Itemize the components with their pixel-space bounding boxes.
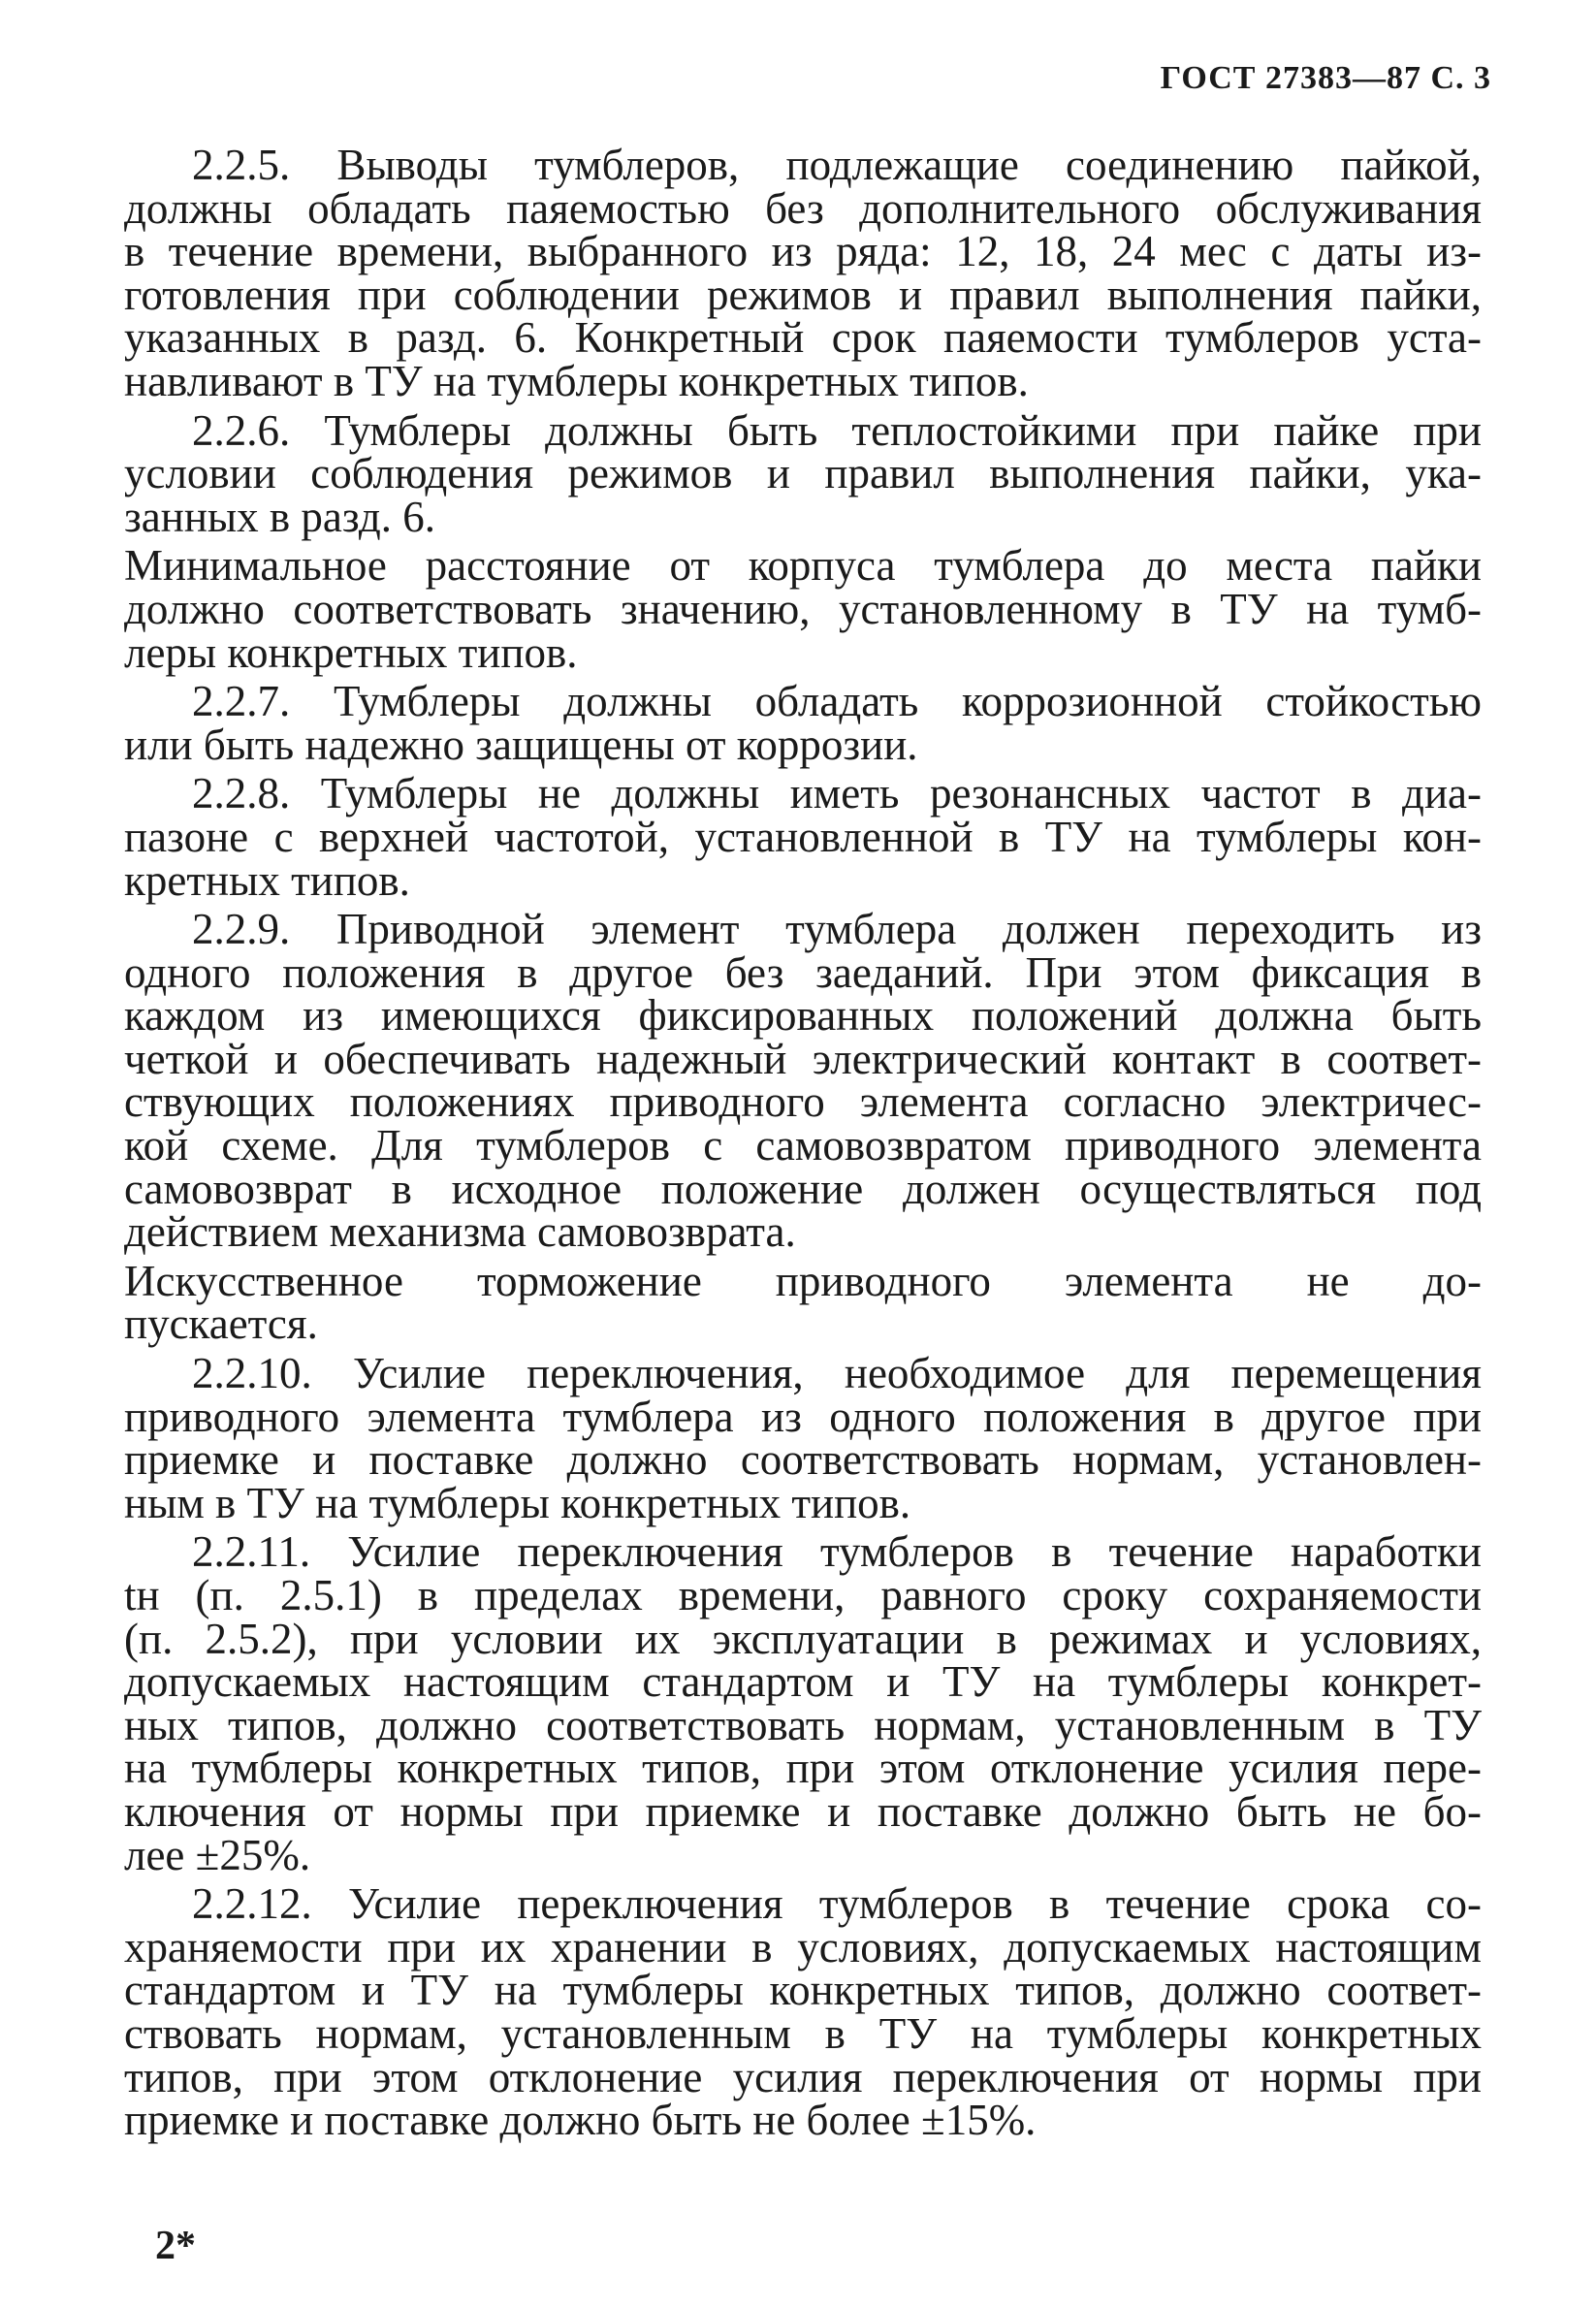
text-line: Искусственное торможение приводного элемента не до- xyxy=(124,1256,1482,1305)
text-line: приемке и поставке должно быть не более ±15%. xyxy=(124,2096,1037,2145)
text-line: леры конкретных типов. xyxy=(124,627,578,677)
text-line: 2.2.8. Тумблеры не должны иметь резонансных частот в диа- xyxy=(192,769,1482,818)
text-line: храняемости при их хранении в условиях, допускаемых настоящим xyxy=(124,1922,1482,1971)
text-line: указанных в разд. 6. Конкретный срок паяемости тумблеров уста- xyxy=(124,313,1482,363)
text-line: каждом из имеющихся фиксированных положений должна быть xyxy=(124,991,1482,1041)
text-line: действием механизма самовозврата. xyxy=(124,1207,796,1257)
text-line: одного положения в другое без заеданий. При этом фиксация в xyxy=(124,947,1482,997)
text-line: стандартом и ТУ на тумблеры конкретных типов, должно соответ- xyxy=(124,1966,1482,2015)
text-line: 2.2.11. Усилие переключения тумблеров в течение наработки xyxy=(192,1527,1482,1577)
text-line: ключения от нормы при приемке и поставке должно быть не бо- xyxy=(124,1786,1482,1836)
text-line: Минимальное расстояние от корпуса тумблера до места пайки xyxy=(124,541,1482,591)
text-line: должно соответствовать значению, установленному в ТУ на тумб- xyxy=(124,584,1482,633)
paragraph-p2211 xyxy=(124,1527,1482,1879)
paragraph-p2210 xyxy=(124,1349,1482,1527)
text-line: пазоне с верхней частотой, установленной в ТУ на тумблеры кон- xyxy=(124,812,1482,861)
text-line: допускаемых настоящим стандартом и ТУ на тумблеры конкрет- xyxy=(124,1657,1482,1707)
signature-mark: 2* xyxy=(155,2224,196,2268)
text-line: или быть надежно защищены от коррозии. xyxy=(124,720,918,769)
text-line: в течение времени, выбранного из ряда: 12, 18, 24 мес с даты из- xyxy=(124,227,1482,276)
paragraph-p227 xyxy=(124,677,1482,769)
text-line: tн (п. 2.5.1) в пределах времени, равного сроку сохраняемости xyxy=(124,1571,1482,1619)
text-line: 2.2.6. Тумблеры должны быть теплостойкими при пайке при xyxy=(192,405,1482,455)
text-line: 2.2.5. Выводы тумблеров, подлежащие соединению пайкой, xyxy=(192,141,1482,189)
text-line: навливают в ТУ на тумблеры конкретных типов. xyxy=(124,356,1029,405)
text-line: должны обладать паяемостью без дополнительного обслуживания xyxy=(124,183,1482,233)
paragraph-p2212 xyxy=(124,1879,1482,2145)
text-line: 2.2.12. Усилие переключения тумблеров в течение срока со- xyxy=(192,1879,1482,1929)
text-line: 2.2.9. Приводной элемент тумблера должен переходить из xyxy=(192,905,1482,954)
text-line: пускается. xyxy=(124,1299,318,1349)
text-line: приемке и поставке должно соответствовать нормам, установлен- xyxy=(124,1435,1482,1485)
paragraph-p229b xyxy=(124,1256,1482,1349)
text-line: на тумблеры конкретных типов, при этом отклонение усилия пере- xyxy=(124,1744,1482,1793)
document-body xyxy=(124,141,1482,2145)
text-line: типов, при этом отклонение усилия переключения от нормы при xyxy=(124,2052,1482,2101)
paragraph-p229 xyxy=(124,905,1482,1257)
paragraph-p228 xyxy=(124,769,1482,905)
text-line: (п. 2.5.2), при условии их эксплуатации в режимах и условиях, xyxy=(124,1614,1482,1663)
text-line: ствующих положениях приводного элемента согласно электричес- xyxy=(124,1077,1482,1127)
page-header: ГОСТ 27383—87 С. 3 xyxy=(1160,60,1491,96)
text-line: готовления при соблюдении режимов и правил выполнения пайки, xyxy=(124,270,1482,319)
text-line: четкой и обеспечивать надежный электрический контакт в соответ- xyxy=(124,1034,1482,1083)
text-line: ствовать нормам, установленным в ТУ на тумблеры конкретных xyxy=(124,2008,1482,2058)
text-line: ных типов, должно соответствовать нормам, установленным в ТУ xyxy=(124,1700,1482,1749)
text-line: 2.2.10. Усилие переключения, необходимое для перемещения xyxy=(192,1349,1482,1398)
text-line: лее ±25%. xyxy=(124,1830,311,1879)
text-line: кой схеме. Для тумблеров с самовозвратом приводного элемента xyxy=(124,1121,1482,1170)
paragraph-p226 xyxy=(124,405,1482,541)
paragraph-p225 xyxy=(124,141,1482,405)
text-line: условии соблюдения режимов и правил выполнения пайки, ука- xyxy=(124,449,1482,498)
text-line: приводного элемента тумблера из одного положения в другое при xyxy=(124,1392,1482,1441)
paragraph-p226b xyxy=(124,541,1482,677)
text-line: кретных типов. xyxy=(124,855,410,905)
text-line: самовозврат в исходное положение должен осуществляться под xyxy=(124,1164,1482,1213)
text-line: 2.2.7. Тумблеры должны обладать коррозионной стойкостью xyxy=(192,677,1482,726)
text-line: ным в ТУ на тумблеры конкретных типов. xyxy=(124,1478,911,1527)
text-line: занных в разд. 6. xyxy=(124,492,435,541)
